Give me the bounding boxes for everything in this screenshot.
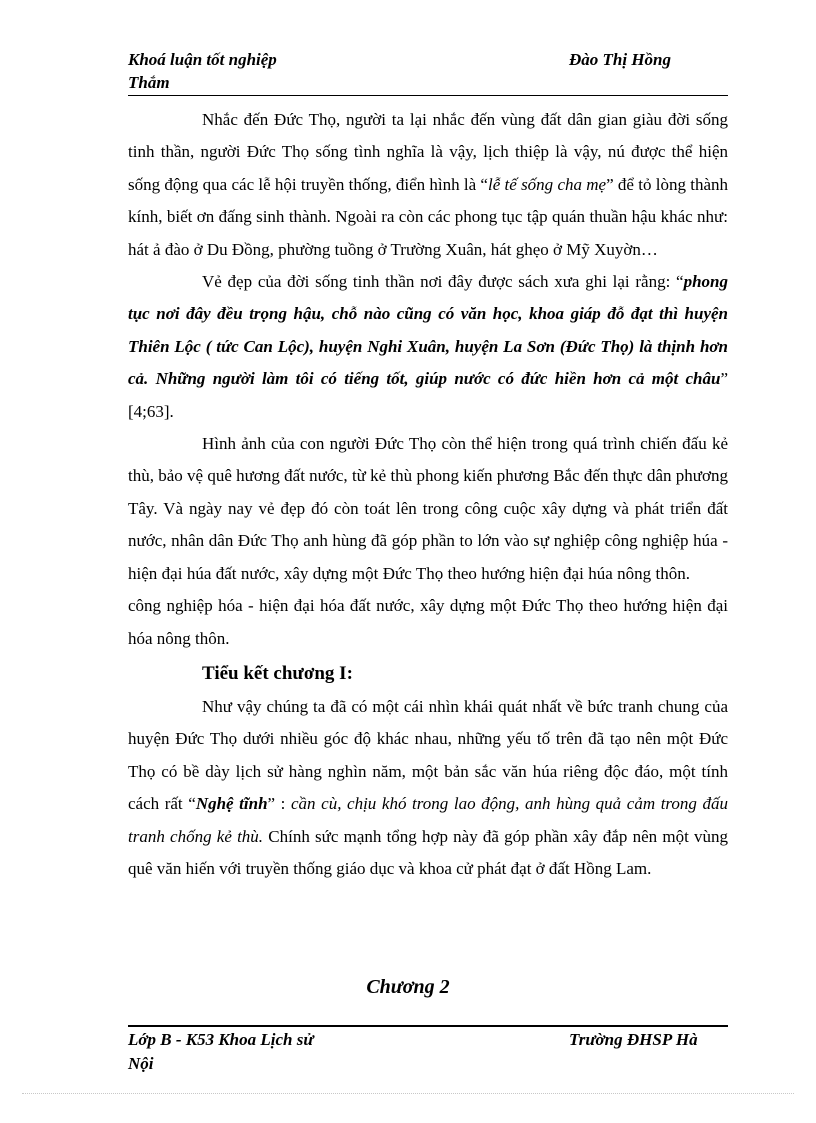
paragraph-people-image: Hình ảnh của con người Đức Thọ còn thể hiện trong quá trình chiến đấu kẻ thù, bảo vệ quê hương đất nước, từ kẻ thù phong kiến phương Bắc đến thực dân phương Tây. Và ngày nay vẻ đẹp đó còn toát lên trong công cuộc xây dựng và phát triển đất nước, nhân dân Đức Thọ anh hùng đã góp phần to lớn vào sự nghiệp công nghiệp húa - hiện đại húa đất nước, xây dựng một Đức Thọ theo hướng hiện đại húa nông thôn.công nghiệp hóa - hiện đại hóa đất nước, xây dựng một Đức Thọ theo hướng hiện đại hóa nông thôn. <box>128 434 728 648</box>
footer-school-name: Trường ĐHSP Hà <box>569 1030 698 1049</box>
header-author-name-continued: Thắm <box>128 73 170 92</box>
footer-class-label: Lớp B - K53 Khoa Lịch sử <box>128 1030 314 1049</box>
ritual-name: lễ tế sống cha mẹ <box>487 174 607 194</box>
paragraph-chapter-summary: Như vậy chúng ta đã có một cái nhìn khái quát nhất về bức tranh chung của huyện Đức Thọ dưới nhiều góc độ khác nhau, những yếu tố trên đã tạo nên một Đức Thọ có bề dày lịch sử hàng nghìn năm, một bản sắc văn húa riêng độc đáo, một tính cách rất “Nghệ tĩnh” : cần cù, chịu khó trong lao động, anh hùng quả cảm trong đấu tranh chống kẻ thù. Chính sức mạnh tổng hợp này đã góp phần xây đắp nên một vùng quê văn hiến với truyền thống giáo dục và khoa cử phát đạt ở đất Hồng Lam. <box>128 696 729 878</box>
page-header <box>128 50 728 96</box>
page-boundary <box>22 1093 794 1094</box>
header-thesis-label: Khoá luận tốt nghiệp <box>128 50 277 69</box>
header-author-name: Đào Thị Hồng <box>569 50 672 69</box>
paragraph-traditions: Nhắc đến Đức Thọ, người ta lại nhắc đến vùng đất dân gian giàu đời sống tinh thần, người Đức Thọ sống tình nghĩa là vậy, lịch thiệp là vậy, nú được thể hiện sống động qua các lễ hội truyền thống, điển hình là “lễ tế sống cha mẹ” để tỏ lòng thành kính, biết ơn đấng sinh thành. Ngoài ra còn các phong tục tập quán thuần hậu khác như: hát ả đào ở Du Đồng, phường tuồng ở Trường Xuân, hát ghẹo ở Mỹ Xuyờn… <box>128 110 728 259</box>
header-rule <box>128 95 728 96</box>
paragraph-historical-quote: Vẻ đẹp của đời sống tinh thần nơi đây được sách xưa ghi lại rằng: “phong tục nơi đây đều trọng hậu, chỗ nào cũng có văn học, khoa giáp đỗ đạt thì huyện Thiên Lộc ( tức Can Lộc), huyện Nghi Xuân, huyện La Sơn (Đức Thọ) là thịnh hơn cả. Những người làm tôi có tiếng tốt, giúp nước có đức hiền hơn cả một châu” [4;63]. <box>128 272 728 421</box>
character-description: cần cù, chịu khó trong lao động, anh hùng quả cảm trong đấu tranh chống kẻ thù. <box>128 794 728 846</box>
footer-rule <box>128 1025 728 1027</box>
page-footer <box>128 1030 728 1078</box>
historical-quote: phong tục nơi đây đều trọng hậu, chỗ nào cũng có văn học, khoa giáp đỗ đạt thì huyện Thiên Lộc ( tức Can Lộc), huyện Nghi Xuân, huyện La Sơn (Đức Thọ) là thịnh hơn cả. Những người làm tôi có tiếng tốt, giúp nước có đức hiền hơn cả một châu <box>128 272 728 389</box>
section-heading: Tiểu kết chương I: <box>202 662 353 684</box>
chapter-title: Chương 2 <box>366 976 450 998</box>
footer-school-name-continued: Nội <box>128 1054 154 1073</box>
nghe-tinh-term: Nghệ tĩnh <box>195 794 268 814</box>
document-body <box>128 104 728 885</box>
